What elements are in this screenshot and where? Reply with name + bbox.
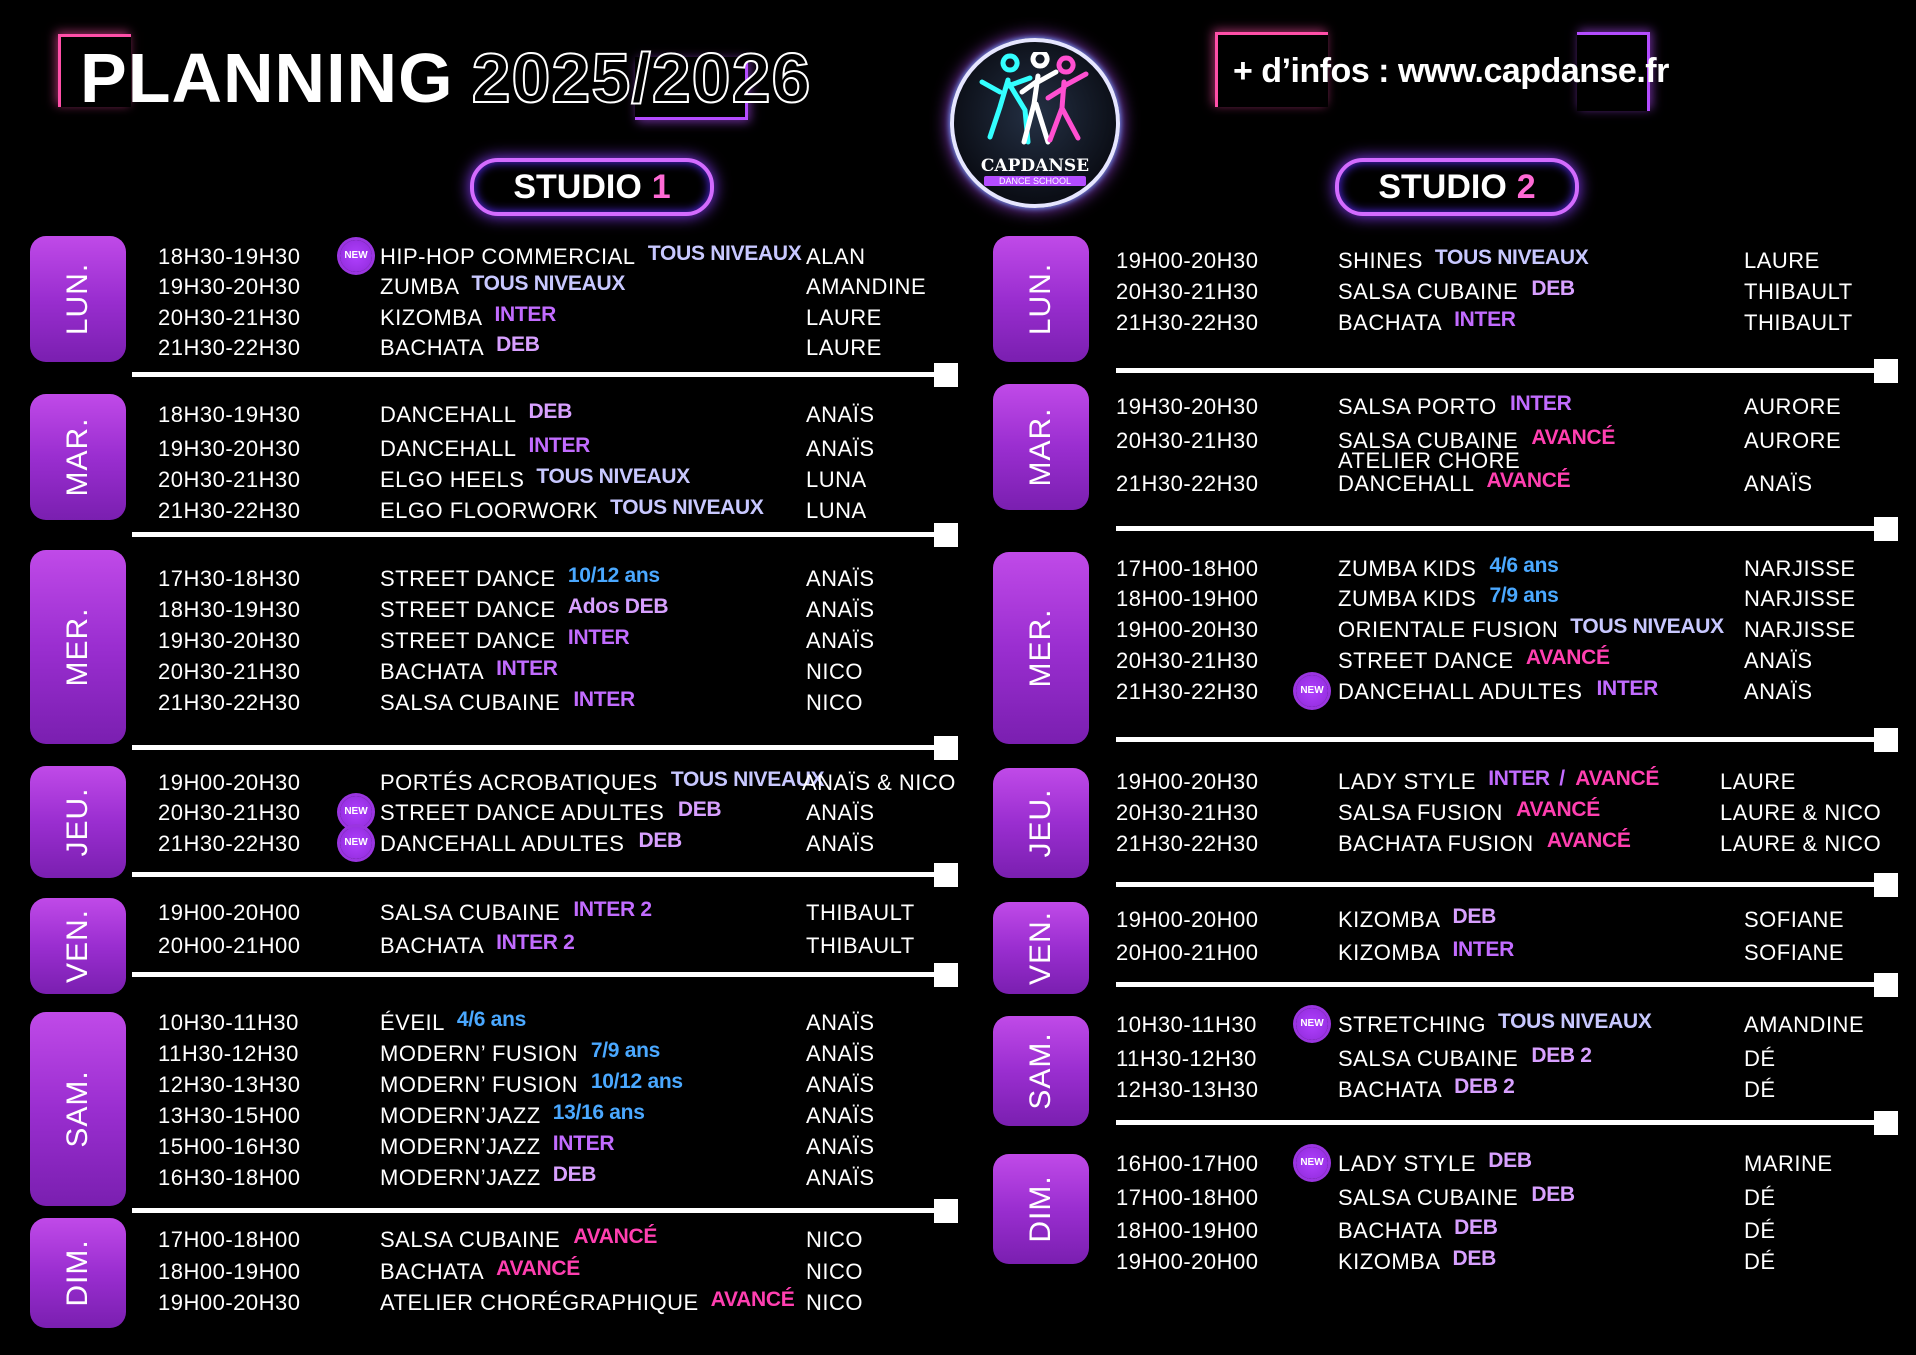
time-slot: 18H00-19H00: [158, 1259, 301, 1284]
teacher-name: ALAN: [806, 244, 866, 269]
level-tag: TOUS NIVEAUX: [647, 242, 802, 265]
day-label: SAM.: [1024, 1032, 1057, 1110]
day-separator: [132, 872, 952, 877]
title-year: 2025/2026: [471, 39, 812, 117]
course-name: PORTÉS ACROBATIQUES: [380, 770, 658, 795]
teacher-name: ANAÏS: [806, 436, 875, 461]
course-name: ZUMBA: [380, 274, 460, 299]
level-tag: AVANCÉ: [1531, 426, 1616, 449]
course-name: ZUMBA KIDS: [1338, 556, 1477, 581]
teacher-name: ANAÏS: [806, 831, 875, 856]
day-tab-dim: [993, 1154, 1089, 1264]
course-name: STREET DANCE: [380, 566, 556, 591]
time-slot: 21H30-22H30: [1116, 310, 1259, 335]
level-tag: INTER: [1509, 392, 1572, 415]
teacher-name: ANAÏS: [806, 402, 875, 427]
day-label: VEN.: [61, 908, 94, 984]
teacher-name: AMANDINE: [1744, 1012, 1865, 1037]
teacher-name: ANAÏS: [806, 1103, 875, 1128]
day-label: MAR.: [61, 417, 94, 497]
level-tag: 4/6 ans: [1489, 554, 1559, 577]
day-separator: [1116, 737, 1892, 742]
course-name: KIZOMBA: [1338, 907, 1441, 932]
time-slot: 21H30-22H30: [1116, 471, 1259, 496]
level-tag: INTER: [1452, 938, 1515, 961]
course-name: SALSA PORTO: [1338, 394, 1497, 419]
teacher-name: THIBAULT: [1744, 279, 1853, 304]
time-slot: 19H00-20H00: [1116, 907, 1259, 932]
time-slot: 18H00-19H00: [1116, 586, 1259, 611]
teacher-name: DÉ: [1744, 1249, 1776, 1274]
teacher-name: ANAÏS: [806, 597, 875, 622]
day-label: LUN.: [1024, 262, 1057, 336]
course-name: SALSA CUBAINE: [1338, 428, 1519, 453]
time-slot: 19H00-20H30: [158, 1290, 301, 1315]
course-name: MODERN’ FUSION: [380, 1072, 579, 1097]
time-slot: 17H00-18H00: [158, 1227, 301, 1252]
time-slot: 12H30-13H30: [158, 1072, 301, 1097]
course-name: SALSA CUBAINE: [380, 900, 561, 925]
teacher-name: ANAÏS: [806, 628, 875, 653]
level-tag: AVANCÉ: [1575, 767, 1660, 790]
teacher-name: ANAÏS: [806, 1010, 875, 1035]
studio2-badge: [1335, 158, 1579, 216]
level-tag: INTER 2: [573, 898, 652, 921]
studio2-number: 2: [1516, 168, 1536, 206]
day-label: MER.: [61, 607, 94, 687]
level-tag: AVANCÉ: [1546, 829, 1631, 852]
day-tab-dim: [30, 1218, 126, 1328]
course-name: HIP-HOP COMMERCIAL: [380, 244, 636, 269]
course-name: DANCEHALL: [380, 436, 517, 461]
teacher-name: NICO: [806, 1259, 863, 1284]
day-tab-mar: [993, 384, 1089, 510]
logo-brand: CAPDANSE: [980, 156, 1090, 176]
day-tab-mar: [30, 394, 126, 520]
level-tag: INTER: [552, 1132, 615, 1155]
day-tab-jeu: [30, 766, 126, 878]
time-slot: 20H30-21H30: [158, 659, 301, 684]
new-badge: NEW: [1296, 1147, 1328, 1179]
time-slot: 20H30-21H30: [1116, 428, 1259, 453]
level-tag: INTER 2: [496, 931, 575, 954]
level-tag: AVANCÉ: [496, 1257, 580, 1280]
course-name: DANCEHALL ADULTES: [1338, 679, 1583, 704]
teacher-name: SOFIANE: [1744, 907, 1845, 932]
course-name: BACHATA: [380, 659, 485, 684]
day-separator: [132, 745, 952, 750]
course-name: DANCEHALL: [1338, 471, 1475, 496]
level-tag: AVANCÉ: [1516, 798, 1600, 821]
level-tag: DEB 2: [1454, 1075, 1515, 1098]
teacher-name: LAURE & NICO: [1720, 800, 1882, 825]
new-badge: NEW: [1296, 675, 1328, 707]
course-name: SHINES: [1338, 248, 1423, 273]
level-tag: TOUS NIVEAUX: [610, 496, 764, 519]
course-name: STREET DANCE: [1338, 648, 1514, 673]
level-tag: DEB: [1531, 277, 1575, 300]
level-tag: AVANCÉ: [710, 1288, 795, 1311]
level-tag: TOUS NIVEAUX: [1570, 615, 1724, 638]
course-name: SALSA CUBAINE: [1338, 1185, 1519, 1210]
time-slot: 21H30-22H30: [158, 690, 301, 715]
level-tag: INTER: [1596, 677, 1658, 700]
level-tag: DEB: [528, 400, 572, 423]
time-slot: 18H00-19H00: [1116, 1218, 1259, 1243]
course-name: BACHATA: [380, 1259, 485, 1284]
time-slot: 19H00-20H30: [158, 770, 301, 795]
course-name: ORIENTALE FUSION: [1338, 617, 1559, 642]
time-slot: 10H30-11H30: [158, 1010, 299, 1035]
time-slot: 19H30-20H30: [158, 436, 301, 461]
teacher-name: DÉ: [1744, 1046, 1776, 1071]
new-badge: NEW: [340, 796, 372, 828]
level-tag: DEB: [677, 798, 722, 821]
time-slot: 16H30-18H00: [158, 1165, 301, 1190]
course-name: MODERN’JAZZ: [380, 1103, 541, 1128]
time-slot: 18H30-19H30: [158, 597, 301, 622]
course-name: MODERN’JAZZ: [380, 1165, 541, 1190]
day-tab-mer: [30, 550, 126, 744]
time-slot: 20H30-21H30: [158, 305, 301, 330]
studio1-label: STUDIO: [513, 168, 642, 206]
day-separator: [1116, 882, 1892, 887]
teacher-name: LAURE: [1744, 248, 1820, 273]
level-tag: Ados DEB: [567, 595, 669, 618]
day-tab-lun: [30, 236, 126, 362]
time-slot: 21H30-22H30: [1116, 679, 1259, 704]
level-tag: TOUS NIVEAUX: [471, 272, 626, 295]
course-name: DANCEHALL: [380, 402, 517, 427]
time-slot: 12H30-13H30: [1116, 1077, 1259, 1102]
teacher-name: AURORE: [1744, 394, 1842, 419]
time-slot: 20H30-21H30: [1116, 279, 1259, 304]
teacher-name: NICO: [806, 1227, 863, 1252]
day-tab-ven: [30, 898, 126, 994]
day-separator: [132, 972, 952, 977]
level-tag: TOUS NIVEAUX: [1434, 246, 1589, 269]
course-name: ELGO HEELS: [380, 467, 525, 492]
day-separator: [1116, 368, 1892, 373]
time-slot: 20H30-21H30: [158, 800, 301, 825]
level-tag: 7/9 ans: [590, 1039, 660, 1062]
teacher-name: LUNA: [806, 498, 867, 523]
teacher-name: ANAÏS & NICO: [802, 770, 956, 795]
course-name: ATELIER CHORE: [1338, 448, 1521, 473]
level-tag: AVANCÉ: [1525, 646, 1610, 669]
teacher-name: ANAÏS: [806, 1134, 875, 1159]
time-slot: 21H30-22H30: [1116, 831, 1259, 856]
teacher-name: ANAÏS: [806, 1165, 875, 1190]
course-name: BACHATA: [1338, 1218, 1443, 1243]
teacher-name: THIBAULT: [1744, 310, 1853, 335]
time-slot: 17H00-18H00: [1116, 1185, 1259, 1210]
level-separator: /: [1559, 767, 1565, 790]
new-badge: NEW: [340, 827, 372, 859]
teacher-name: NARJISSE: [1744, 617, 1856, 642]
level-tag: DEB: [1488, 1149, 1532, 1172]
time-slot: 11H30-12H30: [158, 1041, 299, 1066]
day-separator: [1116, 982, 1892, 987]
course-name: MODERN’JAZZ: [380, 1134, 541, 1159]
teacher-name: LAURE: [806, 305, 882, 330]
course-name: MODERN’ FUSION: [380, 1041, 579, 1066]
time-slot: 20H30-21H30: [1116, 648, 1259, 673]
teacher-name: ANAÏS: [1744, 471, 1813, 496]
course-name: SALSA FUSION: [1338, 800, 1503, 825]
teacher-name: DÉ: [1744, 1185, 1776, 1210]
course-name: SALSA CUBAINE: [380, 690, 561, 715]
time-slot: 19H30-20H30: [158, 274, 301, 299]
level-tag: INTER: [528, 434, 591, 457]
dancers-icon: [970, 52, 1100, 152]
time-slot: 17H30-18H30: [158, 566, 301, 591]
page-title: [80, 38, 811, 118]
teacher-name: THIBAULT: [806, 933, 915, 958]
studio1-number: 1: [651, 168, 671, 206]
teacher-name: DÉ: [1744, 1077, 1776, 1102]
teacher-name: ANAÏS: [1744, 648, 1813, 673]
teacher-name: LAURE: [1720, 769, 1796, 794]
level-tag: INTER: [567, 626, 630, 649]
teacher-name: LAURE: [806, 335, 882, 360]
level-tag: DEB: [496, 333, 540, 356]
level-tag: INTER: [1488, 767, 1550, 790]
day-label: JEU.: [1024, 788, 1057, 858]
time-slot: 11H30-12H30: [1116, 1046, 1257, 1071]
info-box: [1215, 32, 1669, 110]
day-separator: [1116, 1120, 1892, 1125]
time-slot: 19H00-20H00: [158, 900, 301, 925]
time-slot: 19H30-20H30: [158, 628, 301, 653]
day-label: MER.: [1024, 608, 1057, 688]
time-slot: 20H30-21H30: [158, 467, 301, 492]
level-tag: TOUS NIVEAUX: [670, 768, 825, 791]
day-label: JEU.: [61, 787, 94, 857]
level-tag: INTER: [496, 657, 558, 680]
course-name: SALSA CUBAINE: [1338, 1046, 1519, 1071]
day-label: VEN.: [1024, 910, 1057, 986]
time-slot: 19H00-20H30: [1116, 248, 1259, 273]
level-tag: INTER: [494, 303, 557, 326]
time-slot: 20H00-21H00: [158, 933, 301, 958]
course-name: SALSA CUBAINE: [380, 1227, 561, 1252]
teacher-name: AMANDINE: [806, 274, 927, 299]
level-tag: 7/9 ans: [1489, 584, 1559, 607]
time-slot: 19H00-20H30: [1116, 769, 1259, 794]
day-label: LUN.: [61, 262, 94, 336]
time-slot: 17H00-18H00: [1116, 556, 1259, 581]
title-box: [58, 34, 812, 120]
day-separator: [132, 1208, 952, 1213]
day-label: DIM.: [1024, 1175, 1057, 1243]
studio2-label: STUDIO: [1378, 168, 1507, 206]
day-tab-lun: [993, 236, 1089, 362]
day-tab-jeu: [993, 768, 1089, 878]
day-tab-sam: [30, 1012, 126, 1206]
day-separator: [132, 372, 952, 377]
day-tab-sam: [993, 1016, 1089, 1126]
teacher-name: DÉ: [1744, 1218, 1776, 1243]
level-tag: DEB 2: [1531, 1044, 1592, 1067]
time-slot: 19H00-20H00: [1116, 1249, 1259, 1274]
level-tag: AVANCÉ: [573, 1225, 658, 1248]
teacher-name: ANAÏS: [1744, 679, 1813, 704]
level-tag: 10/12 ans: [590, 1070, 683, 1093]
level-tag: TOUS NIVEAUX: [1498, 1010, 1652, 1033]
new-badge: NEW: [340, 240, 372, 272]
time-slot: 19H30-20H30: [1116, 394, 1259, 419]
day-tab-ven: [993, 902, 1089, 994]
capdanse-logo: [950, 38, 1120, 208]
teacher-name: ANAÏS: [806, 566, 875, 591]
course-name: KIZOMBA: [1338, 1249, 1441, 1274]
time-slot: 19H00-20H30: [1116, 617, 1259, 642]
teacher-name: NARJISSE: [1744, 556, 1856, 581]
course-name: KIZOMBA: [1338, 940, 1441, 965]
time-slot: 18H30-19H30: [158, 402, 301, 427]
course-name: STREET DANCE: [380, 628, 556, 653]
level-tag: DEB: [1454, 1216, 1498, 1239]
course-name: SALSA CUBAINE: [1338, 279, 1519, 304]
new-badge: NEW: [1296, 1008, 1328, 1040]
course-name: BACHATA FUSION: [1338, 831, 1534, 856]
course-name: STREET DANCE: [380, 597, 556, 622]
level-tag: INTER: [573, 688, 635, 711]
time-slot: 21H30-22H30: [158, 498, 301, 523]
teacher-name: MARINE: [1744, 1151, 1833, 1176]
teacher-name: LAURE & NICO: [1720, 831, 1882, 856]
time-slot: 21H30-22H30: [158, 831, 301, 856]
course-name: DANCEHALL ADULTES: [380, 831, 625, 856]
time-slot: 13H30-15H00: [158, 1103, 301, 1128]
teacher-name: LUNA: [806, 467, 867, 492]
time-slot: 20H00-21H00: [1116, 940, 1259, 965]
day-separator: [1116, 526, 1892, 531]
time-slot: 10H30-11H30: [1116, 1012, 1257, 1037]
course-name: ZUMBA KIDS: [1338, 586, 1477, 611]
time-slot: 16H00-17H00: [1116, 1151, 1259, 1176]
teacher-name: NICO: [806, 1290, 863, 1315]
level-tag: TOUS NIVEAUX: [536, 465, 690, 488]
course-name: BACHATA: [380, 933, 485, 958]
time-slot: 20H30-21H30: [1116, 800, 1259, 825]
course-name: BACHATA: [380, 335, 485, 360]
title-word: PLANNING: [80, 39, 454, 117]
website-link[interactable]: + d’infos : www.capdanse.fr: [1233, 52, 1669, 90]
logo-subtitle: DANCE SCHOOL: [984, 176, 1086, 186]
course-name: LADY STYLE: [1338, 1151, 1476, 1176]
level-tag: 10/12 ans: [567, 564, 660, 587]
teacher-name: ANAÏS: [806, 800, 875, 825]
level-tag: AVANCÉ: [1486, 469, 1571, 492]
course-name: ÉVEIL: [380, 1010, 445, 1035]
course-name: BACHATA: [1338, 310, 1443, 335]
course-name: BACHATA: [1338, 1077, 1443, 1102]
teacher-name: THIBAULT: [806, 900, 915, 925]
level-tag: DEB: [1452, 1247, 1496, 1270]
level-tag: 4/6 ans: [456, 1008, 526, 1031]
teacher-name: AURORE: [1744, 428, 1842, 453]
time-slot: 18H30-19H30: [158, 244, 301, 269]
day-label: SAM.: [61, 1070, 94, 1148]
teacher-name: NICO: [806, 690, 863, 715]
level-tag: DEB: [1452, 905, 1496, 928]
level-tag: DEB: [1531, 1183, 1575, 1206]
course-name: ATELIER CHORÉGRAPHIQUE: [380, 1290, 699, 1315]
course-name: ELGO FLOORWORK: [380, 498, 599, 523]
course-name: KIZOMBA: [380, 305, 483, 330]
level-tag: INTER: [1454, 308, 1516, 331]
day-separator: [132, 532, 952, 537]
teacher-name: NARJISSE: [1744, 586, 1856, 611]
level-tag: DEB: [638, 829, 682, 852]
level-tag: DEB: [552, 1163, 597, 1186]
teacher-name: ANAÏS: [806, 1072, 875, 1097]
course-name: STRETCHING: [1338, 1012, 1486, 1037]
day-label: DIM.: [61, 1239, 94, 1307]
teacher-name: SOFIANE: [1744, 940, 1845, 965]
time-slot: 15H00-16H30: [158, 1134, 301, 1159]
course-name: STREET DANCE ADULTES: [380, 800, 665, 825]
studio1-badge: [470, 158, 714, 216]
day-tab-mer: [993, 552, 1089, 744]
time-slot: 21H30-22H30: [158, 335, 301, 360]
course-name: LADY STYLE: [1338, 769, 1476, 794]
teacher-name: NICO: [806, 659, 863, 684]
level-tag: 13/16 ans: [552, 1101, 645, 1124]
day-label: MAR.: [1024, 407, 1057, 487]
teacher-name: ANAÏS: [806, 1041, 875, 1066]
